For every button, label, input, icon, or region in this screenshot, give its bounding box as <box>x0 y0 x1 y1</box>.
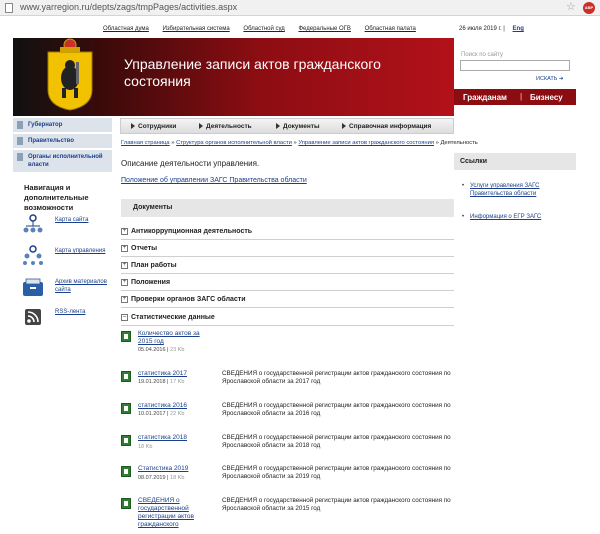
left-nav-item-governor[interactable]: Губернатор <box>13 118 112 134</box>
top-links <box>103 26 428 32</box>
excel-file-icon[interactable] <box>121 466 131 477</box>
document-date: 10.01.2017 <box>138 411 166 417</box>
excel-file-icon[interactable] <box>121 498 131 509</box>
links-header <box>454 153 576 170</box>
category-label[interactable]: Отчеты <box>131 245 158 252</box>
right-link-egr-zags[interactable]: • Информация о ЕГР ЗАГС <box>470 213 570 221</box>
document-meta: 05.04.2016 | 23 Kb <box>138 347 185 353</box>
category-row[interactable] <box>121 241 454 257</box>
expand-icon[interactable]: + <box>122 279 127 285</box>
breadcrumb-link[interactable]: Структура органов исполнительной власти <box>176 140 292 146</box>
breadcrumb-link[interactable]: Главная страница <box>121 140 170 146</box>
document-description: СВЕДЕНИЯ о государственной регистрации актов гражданского состояния по Ярославской области за 2018 год <box>222 434 451 449</box>
org-chart-icon <box>22 245 44 267</box>
excel-file-icon[interactable] <box>121 331 131 342</box>
expand-icon[interactable]: + <box>122 245 127 251</box>
address-input[interactable]: www.yarregion.ru/depts/zags/tmpPages/activities.aspx <box>20 2 238 12</box>
page-heading: Описание деятельности управления. <box>121 159 260 168</box>
search-input[interactable] <box>460 60 570 71</box>
date-bar: 26 июля 2019 г. | Eng <box>459 26 524 32</box>
archive-icon <box>22 276 44 298</box>
top-link[interactable]: Избирательная система <box>162 26 230 32</box>
citizens-link[interactable]: Гражданам <box>463 93 507 102</box>
document-description: СВЕДЕНИЯ о государственной регистрации актов гражданского состояния по Ярославской области за 2016 год <box>222 402 451 417</box>
search-button[interactable] <box>536 76 563 82</box>
collapse-icon[interactable]: – <box>122 314 127 320</box>
site-title: Управление записи актов гражданского состояния <box>124 56 381 89</box>
document-link[interactable]: СВЕДЕНИЯ о государственной регистрации актов гражданского <box>138 497 194 528</box>
category-row[interactable] <box>121 224 454 240</box>
left-nav-item-government[interactable]: Правительство <box>13 134 112 150</box>
expand-icon[interactable]: + <box>122 262 127 268</box>
excel-file-icon[interactable] <box>121 403 131 414</box>
coat-of-arms-icon[interactable] <box>44 38 96 112</box>
menu-item-staff[interactable]: Сотрудники <box>138 123 177 130</box>
document-link[interactable]: Количество актов за 2015 год <box>138 330 200 345</box>
document-link[interactable]: статистика 2017 <box>138 370 187 377</box>
expand-icon[interactable]: + <box>122 228 127 234</box>
top-link[interactable]: Областная палата <box>364 26 416 32</box>
arrow-right-icon: ➜ <box>558 76 564 82</box>
breadcrumb-link[interactable]: Управление записи актов гражданского состояния <box>298 140 434 146</box>
expand-icon[interactable]: + <box>122 296 127 302</box>
document-size: 18 Kb <box>138 444 153 450</box>
menu-item-activity[interactable]: Деятельность <box>206 123 252 130</box>
category-label[interactable]: Проверки органов ЗАГС области <box>131 296 246 303</box>
menu-item-documents[interactable]: Документы <box>283 123 320 130</box>
excel-file-icon[interactable] <box>121 435 131 446</box>
sitemap-icon <box>22 214 44 236</box>
category-label[interactable]: Положения <box>131 279 171 286</box>
document-description: СВЕДЕНИЯ о государственной регистрации актов гражданского состояния по Ярославской области за 2015 год <box>222 497 451 512</box>
breadcrumb-separator: » <box>435 140 439 146</box>
documents-header <box>121 199 454 217</box>
document-size: 22 Kb <box>170 411 185 417</box>
rss-icon <box>22 306 44 328</box>
browser-address-bar <box>0 0 600 16</box>
breadcrumb-current: Деятельность <box>440 140 478 146</box>
document-size: 18 Kb <box>170 475 185 481</box>
links-header-label: Ссылки <box>460 158 488 165</box>
tool-label[interactable]: Архив материалов сайта <box>55 279 107 293</box>
right-link-zags-services[interactable]: • Услуги управления ЗАГС Правительства области <box>470 182 570 198</box>
bookmark-star-icon[interactable]: ☆ <box>566 1 576 13</box>
search-label: Поиск по сайту <box>461 52 504 58</box>
document-meta: 08.07.2019 | 18 Kb <box>138 475 185 481</box>
left-nav-item-executive[interactable]: Органы исполнительной власти <box>13 150 112 174</box>
documents-header-label: Документы <box>133 204 173 211</box>
category-label[interactable]: Статистические данные <box>131 314 215 321</box>
tool-label[interactable]: RSS-лента <box>55 309 86 315</box>
category-row[interactable] <box>121 258 454 274</box>
nav-tools-title: Навигация и дополнительные возможности <box>24 183 89 212</box>
document-meta: 10.01.2017 | 22 Kb <box>138 411 185 417</box>
audience-bar <box>454 89 576 105</box>
top-link[interactable]: Областная дума <box>103 26 149 32</box>
document-date: 05.04.2016 <box>138 347 166 353</box>
document-meta <box>138 444 152 450</box>
top-link[interactable]: Областной суд <box>243 26 285 32</box>
document-link[interactable]: статистика 2018 <box>138 434 187 441</box>
search-button-label: ИСКАТЬ <box>536 76 558 82</box>
divider: | <box>520 92 523 101</box>
document-date: 08.07.2019 <box>138 475 166 481</box>
breadcrumb-separator: » <box>171 140 175 146</box>
language-switch-link[interactable]: Eng <box>512 26 524 32</box>
document-description: СВЕДЕНИЯ о государственной регистрации актов гражданского состояния по Ярославской области за 2019 год <box>222 465 451 480</box>
document-link[interactable]: Статистика 2019 <box>138 465 189 472</box>
category-row[interactable] <box>121 275 454 291</box>
category-label[interactable]: Антикоррупционная деятельность <box>131 228 253 235</box>
business-link[interactable]: Бизнесу <box>530 93 563 102</box>
excel-file-icon[interactable] <box>121 371 131 382</box>
tool-label[interactable]: Карта управления <box>55 248 106 254</box>
document-size: 23 Kb <box>170 347 185 353</box>
menu-item-reference[interactable]: Справочная информация <box>349 123 432 130</box>
regulation-link[interactable]: Положение об управлении ЗАГС Правительства области <box>121 177 307 184</box>
category-label[interactable]: План работы <box>131 262 177 269</box>
current-date: 26 июля 2019 г. <box>459 26 502 32</box>
page-icon <box>5 3 13 13</box>
breadcrumb-separator: » <box>293 140 297 146</box>
left-nav <box>13 118 112 174</box>
category-row[interactable] <box>121 310 454 326</box>
document-description: СВЕДЕНИЯ о государственной регистрации актов гражданского состояния по Ярославской области за 2017 год <box>222 370 451 385</box>
category-row[interactable] <box>121 292 454 308</box>
breadcrumb <box>121 140 478 146</box>
top-link[interactable]: Федеральные ОГВ <box>298 26 351 32</box>
tool-label[interactable]: Карта сайта <box>55 217 89 223</box>
top-menu <box>120 118 454 134</box>
document-date: 19.01.2018 <box>138 379 166 385</box>
document-link[interactable]: статистика 2016 <box>138 402 187 409</box>
document-size: 17 Kb <box>170 379 185 385</box>
document-meta: 19.01.2018 | 17 Kb <box>138 379 185 385</box>
adblock-icon[interactable]: ABP <box>583 2 595 14</box>
